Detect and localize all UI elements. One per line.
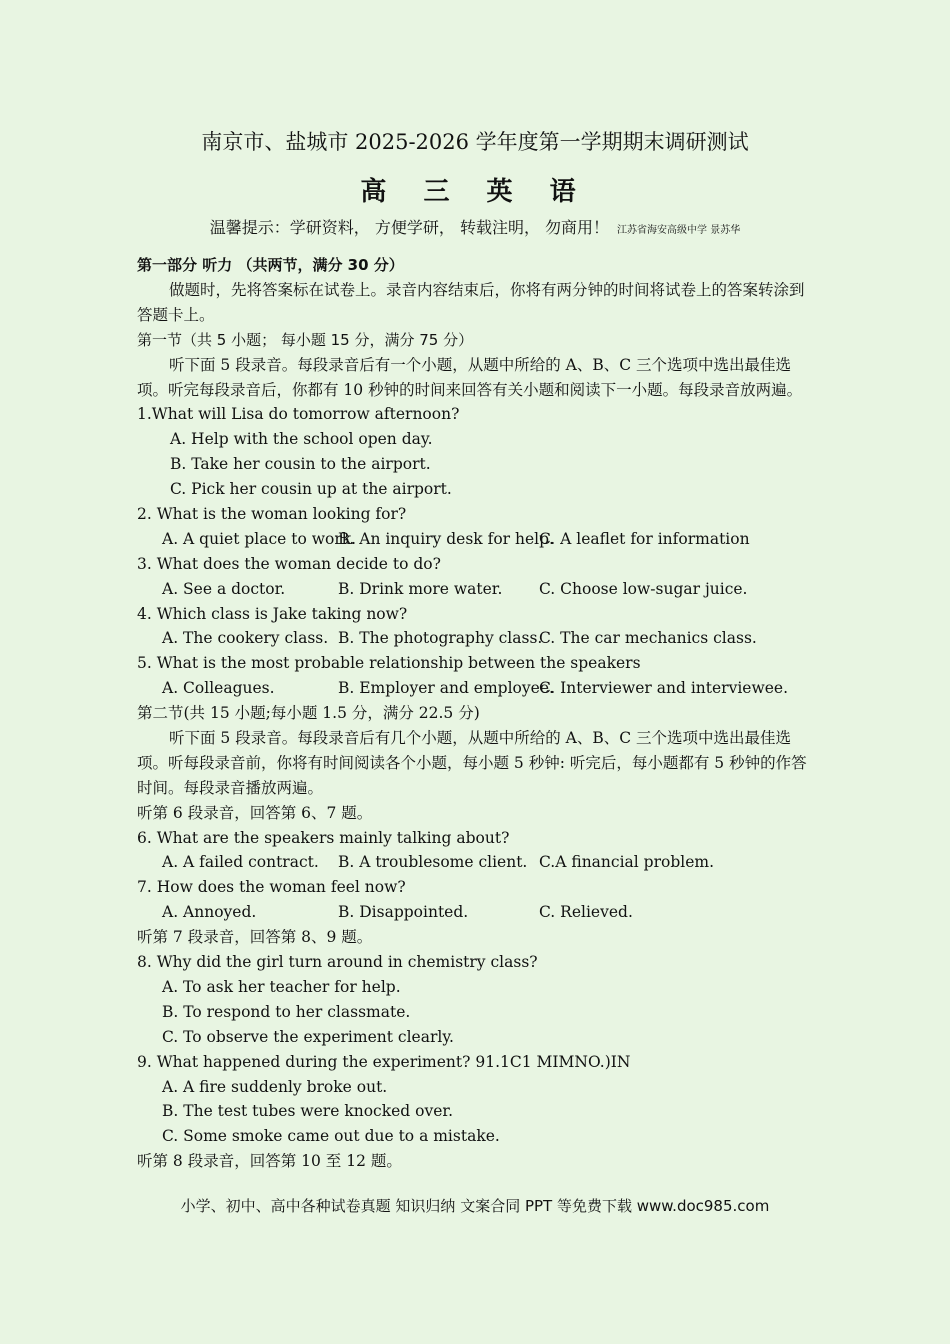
question-4-option-c: C. The car mechanics class. (539, 629, 757, 648)
question-3-options (137, 577, 815, 602)
question-2-options (137, 527, 815, 552)
section1-heading: 第一节（共 5 小题； 每小题 15 分，满分 75 分） (137, 330, 474, 349)
question-5-option-c: C. Interviewer and interviewee. (539, 679, 788, 698)
question-7-option-a: A. Annoyed. (162, 903, 257, 922)
question-3-option-a: A. See a doctor. (162, 579, 286, 598)
question-5-option-b: B. Employer and employee. (338, 679, 554, 698)
question-2-option-a: A. A quiet place to work. (162, 529, 357, 548)
question-8-option-b: B. To respond to her classmate. (162, 1002, 411, 1021)
question-5-options (137, 676, 815, 701)
question-4-stem: 4. Which class is Jake taking now? (137, 604, 408, 623)
section1-intro: 听下面 5 段录音。每段录音后有一个小题，从题中所给的 A、B、C 三个选项中选出最佳选项。听完每段录音后，你都有 10 秒钟的时间来回答有关小题和阅读下一小题。每段录音放两遍。 (137, 355, 803, 399)
tip-author: 江苏省海安高级中学 景苏华 (617, 225, 741, 236)
section2-heading: 第二节(共 15 小题;每小题 1.5 分，满分 22.5 分) (137, 704, 480, 723)
exam-body (137, 253, 815, 1174)
question-5-stem: 5. What is the most probable relationship between the speakers (137, 654, 641, 673)
question-7-option-b: B. Disappointed. (338, 903, 469, 922)
question-6-options (137, 850, 815, 875)
question-9-option-c: C. Some smoke came out due to a mistake. (162, 1127, 500, 1146)
question-9-option-a: A. A fire suddenly broke out. (162, 1077, 388, 1096)
question-6-option-b: B. A troublesome client. (338, 853, 528, 872)
question-8-stem: 8. Why did the girl turn around in chemistry class? (137, 953, 538, 972)
part1-heading: 第一部分 听力 （共两节，满分 30 分） (137, 256, 404, 274)
question-2-stem: 2. What is the woman looking for? (137, 504, 407, 523)
question-4-option-a: A. The cookery class. (162, 629, 329, 648)
question-1-option-c: C. Pick her cousin up at the airport. (170, 480, 452, 499)
tip-text: 温馨提示：学研资料， 方便学研， 转载注明， 勿商用！ (209, 218, 610, 237)
question-1-option-b: B. Take her cousin to the airport. (170, 455, 431, 474)
recording-8-instruction: 听第 8 段录音，回答第 10 至 12 题。 (137, 1152, 402, 1171)
question-3-option-c: C. Choose low-sugar juice. (539, 579, 748, 598)
question-1-option-a: A. Help with the school open day. (170, 430, 433, 449)
question-9-option-b: B. The test tubes were knocked over. (162, 1102, 454, 1121)
question-3-option-b: B. Drink more water. (338, 579, 503, 598)
tip-line (0, 216, 950, 243)
question-4-options (137, 626, 815, 651)
question-7-options (137, 900, 815, 925)
question-3-stem: 3. What does the woman decide to do? (137, 554, 441, 573)
section2-intro: 听下面 5 段录音。每段录音后有几个小题，从题中所给的 A、B、C 三个选项中选出最佳选项。听每段录音前，你将有时间阅读各个小题，每小题 5 秒钟: 听完后，每小题都有 5 秒钟的作答时间。每段录音播放两遍。 (137, 728, 807, 797)
recording-7-instruction: 听第 7 段录音，回答第 8、9 题。 (137, 928, 373, 947)
question-7-option-c: C. Relieved. (539, 903, 633, 922)
exam-title: 南京市、盐城市 2025-2026 学年度第一学期期末调研测试 (201, 130, 749, 154)
question-6-option-a: A. A failed contract. (162, 853, 319, 872)
question-6-stem: 6. What are the speakers mainly talking about? (137, 828, 510, 847)
question-8-option-c: C. To observe the experiment clearly. (162, 1027, 454, 1046)
question-7-stem: 7. How does the woman feel now? (137, 878, 406, 897)
question-5-option-a: A. Colleagues. (162, 679, 275, 698)
question-9-stem: 9. What happened during the experiment? 91.1C1 MIMNO.)IN (137, 1052, 631, 1071)
question-1-stem: 1.What will Lisa do tomorrow afternoon? (137, 405, 460, 424)
subject-title: 高 三 英 语 (360, 177, 590, 207)
question-8-option-a: A. To ask her teacher for help. (162, 977, 401, 996)
part1-intro: 做题时，先将答案标在试卷上。录音内容结束后，你将有两分钟的时间将试卷上的答案转涂到答题卡上。 (137, 280, 805, 324)
question-4-option-b: B. The photography class. (338, 629, 543, 648)
question-6-option-c: C.A financial problem. (539, 853, 715, 872)
recording-6-instruction: 听第 6 段录音，回答第 6、7 题。 (137, 803, 373, 822)
question-2-option-c: C. A leaflet for information (539, 529, 750, 548)
question-2-option-b: B. An inquiry desk for help. (338, 529, 554, 548)
download-footer: 小学、初中、高中各种试卷真题 知识归纳 文案合同 PPT 等免费下载 www.doc985.com (180, 1197, 770, 1215)
